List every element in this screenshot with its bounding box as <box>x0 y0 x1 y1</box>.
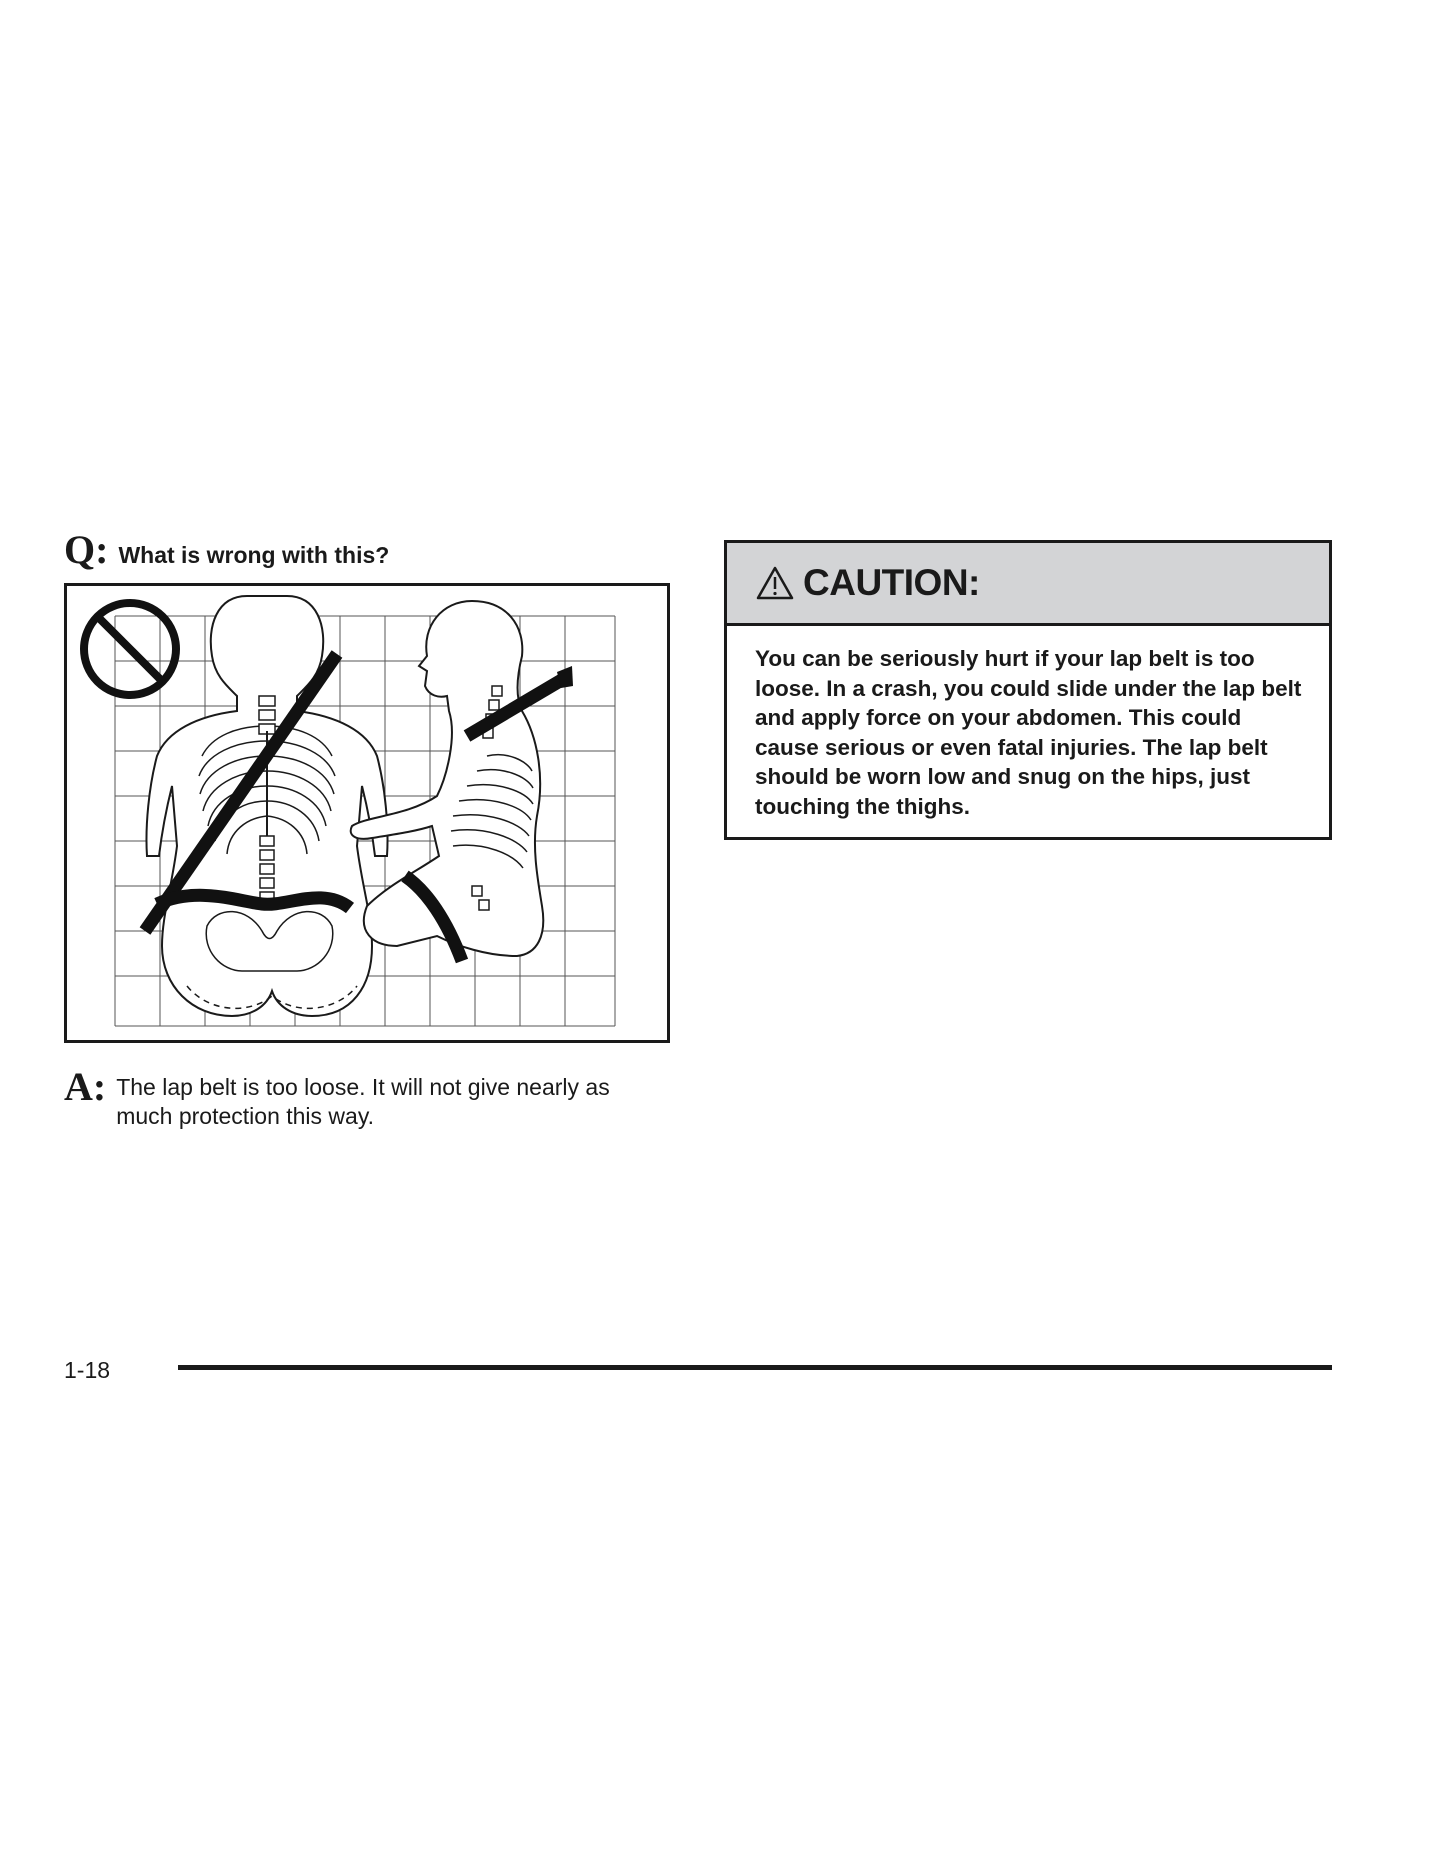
question-letter: Q: <box>64 527 109 572</box>
side-view-figure <box>351 601 573 961</box>
warning-triangle-icon <box>755 565 795 601</box>
question-line <box>64 527 684 572</box>
front-view-figure <box>145 596 388 1016</box>
answer-text: The lap belt is too loose. It will not give nearly as much protection this way. <box>116 1074 610 1129</box>
answer-block <box>64 1064 684 1131</box>
caution-body: You can be seriously hurt if your lap belt is too loose. In a crash, you could slide under the lap belt and apply force on your abdomen. This could cause serious or even fatal injuries. The lap belt should be worn low and snug on the hips, just touching the thighs. <box>755 646 1302 819</box>
footer-rule <box>178 1365 1332 1370</box>
seatbelt-illustration <box>64 583 670 1043</box>
question-block <box>64 527 684 572</box>
answer-letter: A: <box>64 1064 107 1109</box>
prohibition-icon <box>84 603 176 695</box>
caution-box <box>724 540 1332 840</box>
skeleton-figures <box>67 586 667 1040</box>
caution-title: CAUTION: <box>803 562 980 603</box>
page-number: 1-18 <box>64 1357 111 1383</box>
question-text: What is wrong with this? <box>118 542 390 568</box>
caution-header <box>727 543 1329 626</box>
